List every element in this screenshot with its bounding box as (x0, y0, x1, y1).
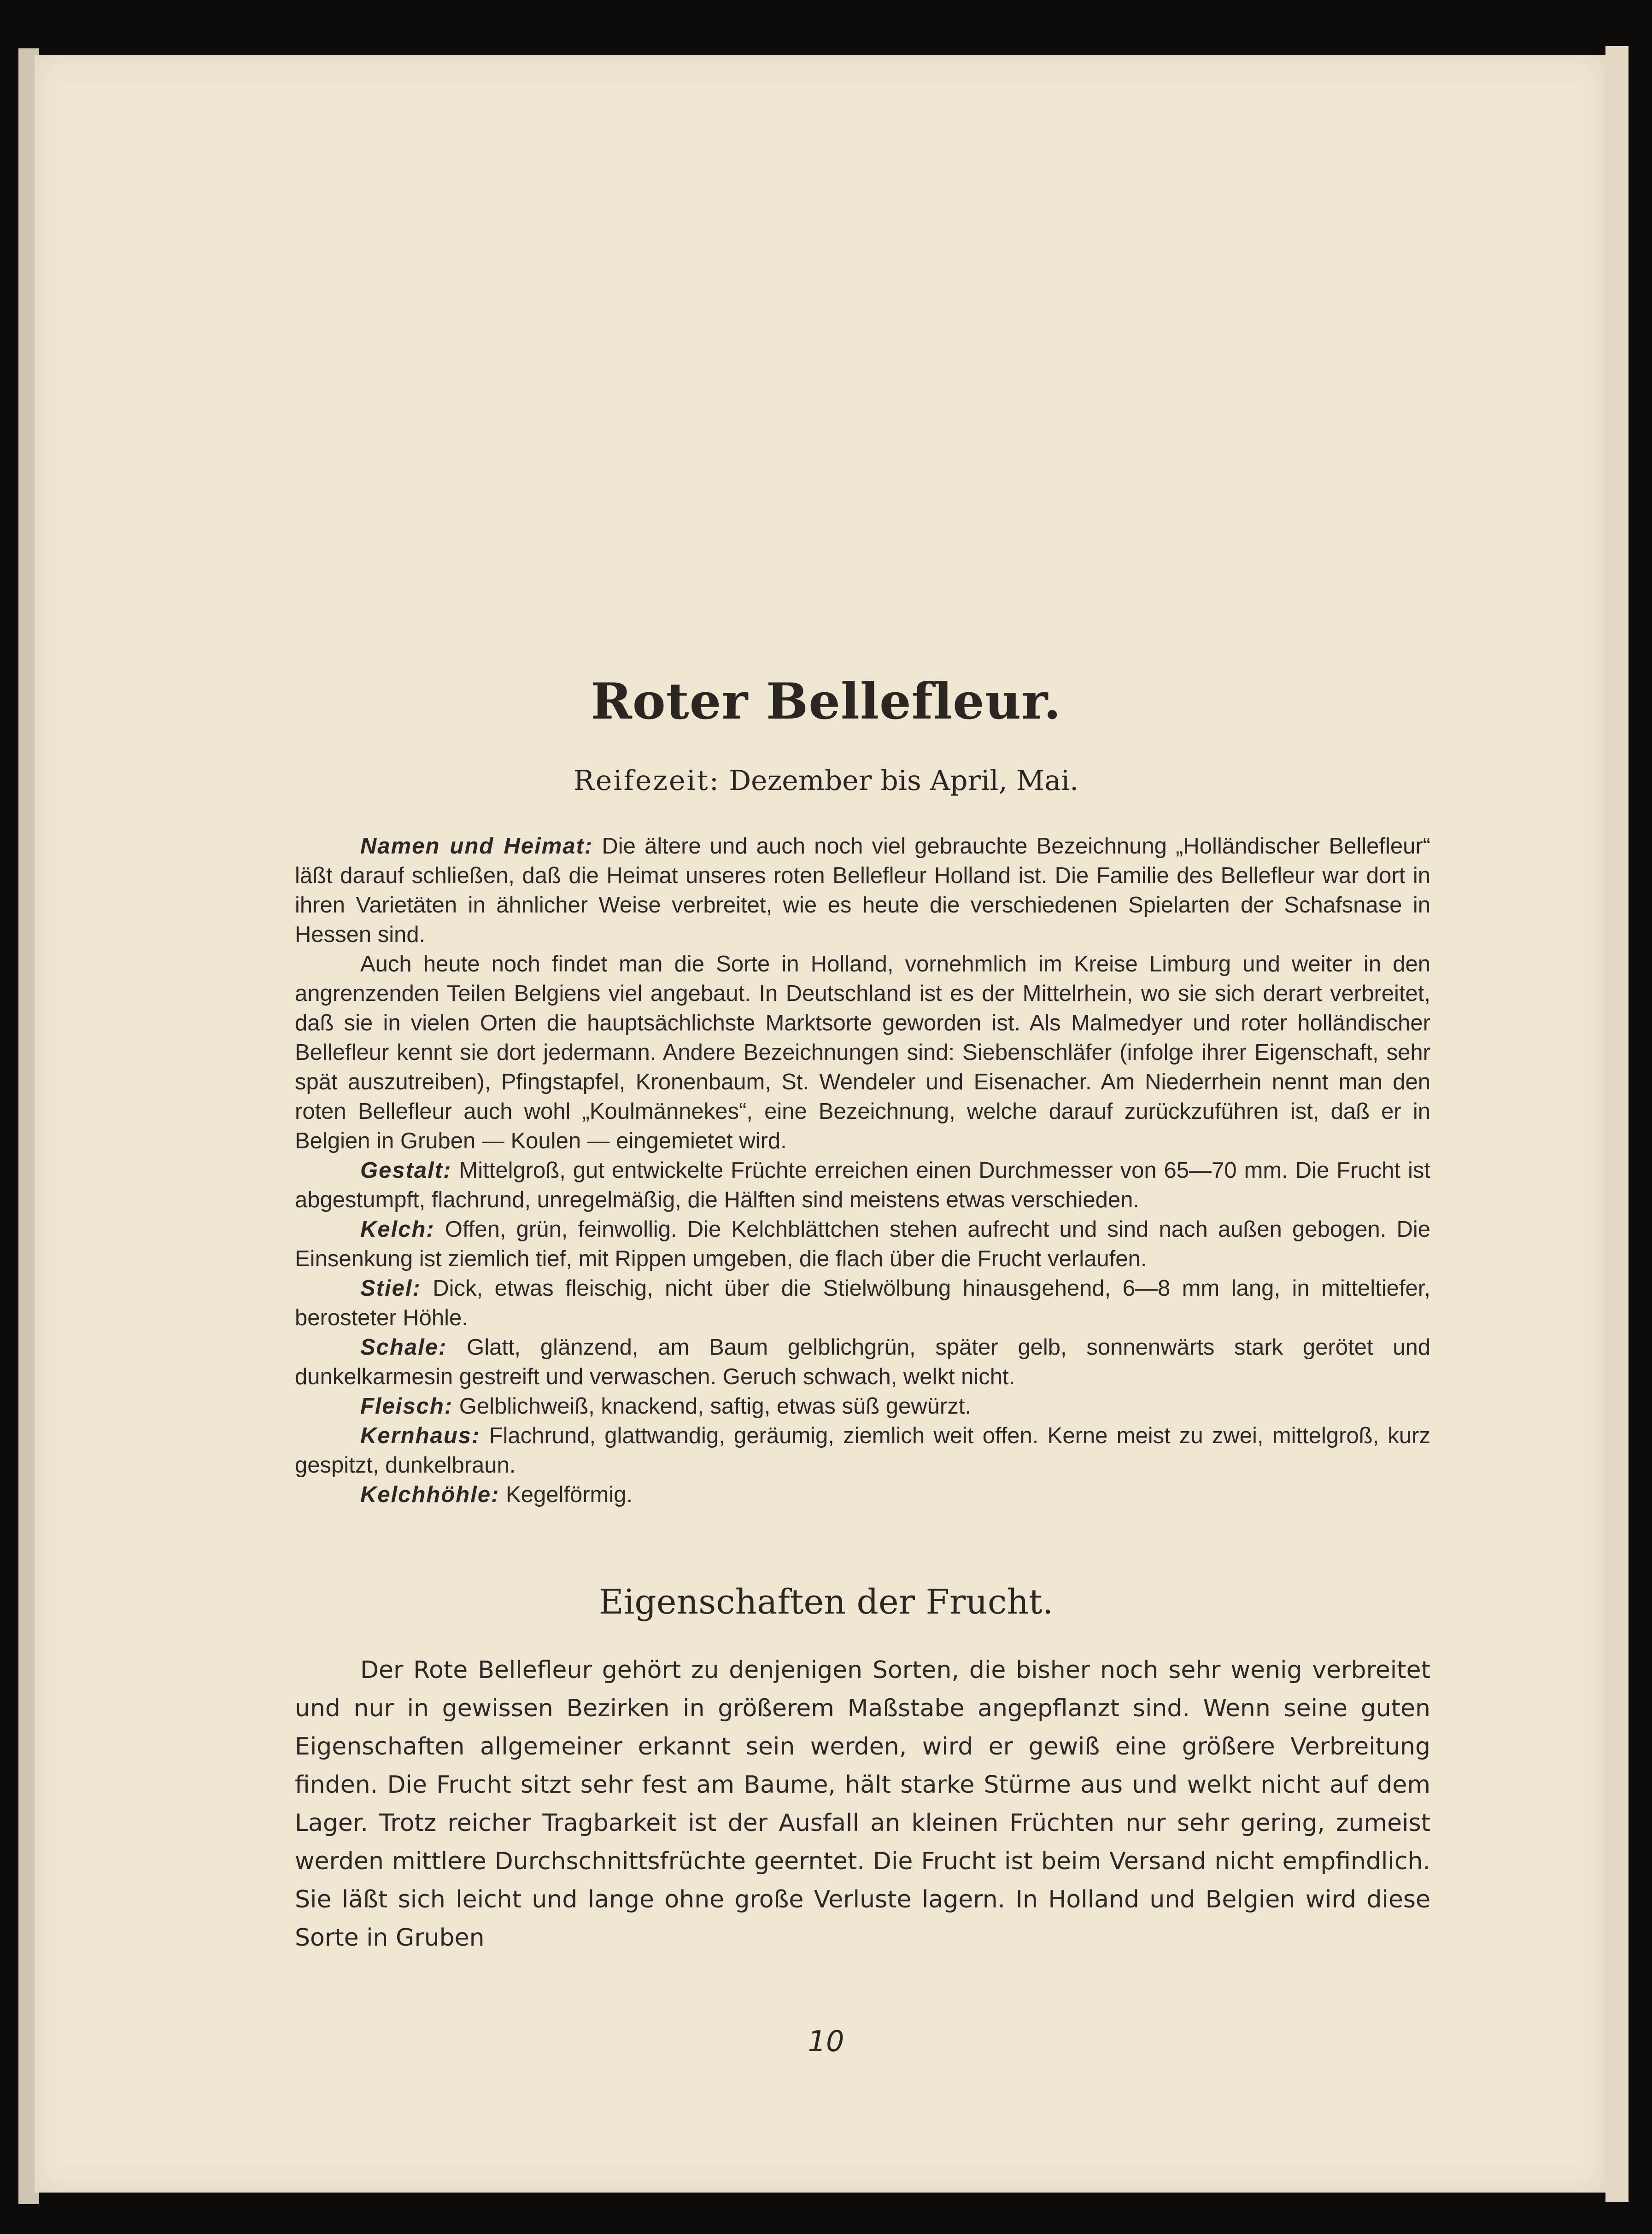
section-key: Kelch: (360, 1217, 435, 1242)
section-text: Die ältere und auch noch viel gebrauchte Bezeichnung „Holländischer Bellefleur“ läßt darauf schließen, daß die Heimat unseres roten Bellefleur Holland ist. Die Familie des Bellefleur war dort in ihren Varietäten in ähnlicher Weise verbreitet, wie es heute die verschiedenen Spielarten der Schafsnase in Hessen sind. (295, 834, 1431, 947)
section-key: Schale: (360, 1335, 447, 1360)
section-text: Gelblichweiß, knackend, saftig, etwas süß gewürzt. (459, 1394, 971, 1419)
description-block (295, 831, 1430, 1509)
section-text: Kegelförmig. (506, 1482, 633, 1507)
section-key: Kelchhöhle: (360, 1482, 500, 1507)
ripening-time (0, 765, 1652, 797)
section-kernhaus (295, 1421, 1430, 1480)
section-key: Stiel: (360, 1276, 421, 1301)
section-text: Auch heute noch findet man die Sorte in Holland, vornehmlich im Kreise Limburg und weiter in den angrenzenden Teilen Belgiens viel angebaut. In Deutschland ist es der Mittelrhein, wo sie sich derart verbreitet, daß sie in vielen Orten die hauptsächlichste Marktsorte geworden ist. Als Malmedyer und roter holländischer Bellefleur kennt sie dort jedermann. Andere Bezeichnungen sind: Siebenschläfer (infolge ihrer Eigenschaft, sehr spät auszutreiben), Pfingstapfel, Kronenbaum, St. Wendeler und Eisenacher. Am Niederrhein nennt man den roten Bellefleur auch wohl „Koulmännekes“, eine Bezeichnung, welche darauf zurückzuführen ist, daß er in Belgien in Gruben — Koulen — eingemietet wird. (295, 952, 1430, 1153)
section-kelch (295, 1215, 1430, 1274)
page-edge-right (1605, 46, 1629, 2202)
ripening-label: Reifezeit: (573, 765, 720, 797)
section-fleisch (295, 1392, 1430, 1421)
section-schale (295, 1333, 1430, 1392)
section-text: Glatt, glänzend, am Baum gelblichgrün, später gelb, sonnenwärts stark gerötet und dunkelkarmesin gestreift und verwaschen. Geruch schwach, welkt nicht. (295, 1335, 1430, 1389)
section-key: Gestalt: (360, 1158, 452, 1183)
section-text: Mittelgroß, gut entwickelte Früchte erreichen einen Durchmesser von 65—70 mm. Die Frucht ist abgestumpft, flachrund, unregelmäßig, die Hälften sind meistens etwas verschieden. (295, 1158, 1430, 1212)
properties-block (295, 1651, 1430, 1957)
section-text: Dick, etwas fleischig, nicht über die Stielwölbung hinausgehend, 6—8 mm lang, in mitteltiefer, berosteter Höhle. (295, 1276, 1430, 1330)
properties-paragraph: Der Rote Bellefleur gehört zu denjenigen Sorten, die bisher noch sehr wenig verbreitet und nur in gewissen Bezirken in größerem Maßstabe angepflanzt sind. Wenn seine guten Eigenschaften allgemeiner erkannt sein werden, wird er gewiß eine größere Verbreitung finden. Die Frucht sitzt sehr fest am Baume, hält starke Stürme aus und welkt nicht auf dem Lager. Trotz reicher Tragbarkeit ist der Ausfall an kleinen Früchten nur sehr gering, zumeist werden mittlere Durchschnittsfrüchte geerntet. Die Frucht ist beim Versand nicht empfindlich. Sie läßt sich leicht und lange ohne große Verluste lagern. In Holland und Belgien wird diese Sorte in Gruben (295, 1656, 1430, 1952)
section-key: Fleisch: (360, 1394, 453, 1419)
page-title: Roter Bellefleur. (591, 673, 1061, 731)
ripening-value: Dezember bis April, Mai. (729, 765, 1079, 797)
section-text: Offen, grün, feinwollig. Die Kelchblättchen stehen aufrecht und sind nach außen gebogen. Die Einsenkung ist ziemlich tief, mit Rippen umgeben, die flach über die Frucht verlaufen. (295, 1217, 1430, 1271)
section-stiel (295, 1274, 1430, 1333)
section-kelchhoehle (295, 1480, 1430, 1509)
section-key: Namen und Heimat: (360, 834, 593, 859)
section-gestalt (295, 1156, 1430, 1215)
section-namen (295, 831, 1430, 949)
section-text: Flachrund, glattwandig, geräumig, ziemlich weit offen. Kerne meist zu zwei, mittelgroß, kurz gespitzt, dunkelbraun. (295, 1423, 1430, 1478)
section-heading: Eigenschaften der Frucht. (598, 1582, 1054, 1622)
section-key: Kernhaus: (360, 1423, 480, 1448)
page-number: 10 (808, 2024, 844, 2058)
section-heimat-cont (295, 949, 1430, 1156)
